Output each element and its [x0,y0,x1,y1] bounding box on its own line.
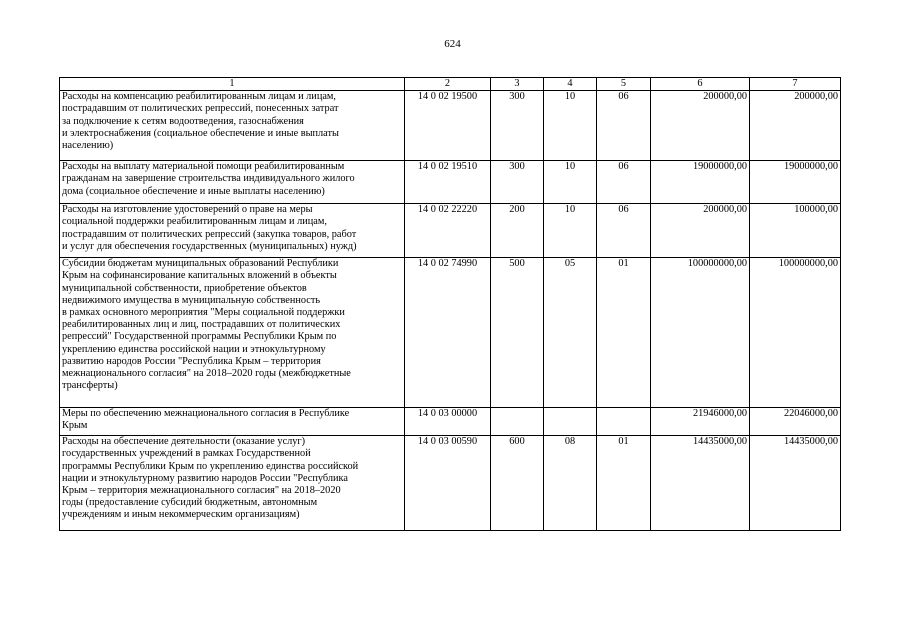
column-header: 1 [60,78,405,91]
table-row [60,204,841,258]
row-subsection [597,408,651,436]
row-description: Расходы на изготовление удостоверений о праве на меры социальной поддержки реабилитированным лицам и лицам, пострадавшим от политических репрессий (закупка товаров, работ и услуг для обеспечения государственных (муниципальных) нужд) [60,204,405,258]
row-amount-col7: 19000000,00 [750,161,841,204]
budget-table [59,77,841,531]
row-subsection: 06 [597,204,651,258]
row-target-code: 14 0 02 74990 [405,258,491,408]
row-target-code: 14 0 02 19500 [405,91,491,161]
row-target-code: 14 0 03 00000 [405,408,491,436]
row-amount-col6: 19000000,00 [651,161,750,204]
row-amount-col6: 14435000,00 [651,436,750,531]
row-target-code: 14 0 02 19510 [405,161,491,204]
column-header: 5 [597,78,651,91]
row-description: Субсидии бюджетам муниципальных образований Республики Крым на софинансирование капитальных вложений в объекты муниципальной собственности, приобретение объектов недвижимого имущества в муниципальную собственность в рамках основного мероприятия "Меры социальной поддержки реабилитированных лиц и лиц, пострадавших от политических репрессий" Государственной программы Республики Крым по укреплению единства российской нации и этнокультурному развитию народов России "Республика Крым – территория межнационального согласия" на 2018–2020 годы (межбюджетные трансферты) [60,258,405,408]
row-amount-col7: 200000,00 [750,91,841,161]
row-expense-type: 200 [491,204,544,258]
column-header: 3 [491,78,544,91]
column-header: 2 [405,78,491,91]
row-expense-type [491,408,544,436]
row-section: 10 [544,91,597,161]
table-row [60,91,841,161]
row-amount-col6: 200000,00 [651,204,750,258]
column-header: 7 [750,78,841,91]
table-row [60,258,841,408]
row-expense-type: 600 [491,436,544,531]
table-row [60,436,841,531]
row-section: 10 [544,204,597,258]
table-row [60,408,841,436]
column-header: 6 [651,78,750,91]
row-section [544,408,597,436]
row-target-code: 14 0 03 00590 [405,436,491,531]
row-expense-type: 300 [491,91,544,161]
table-row [60,161,841,204]
row-section: 08 [544,436,597,531]
row-amount-col6: 21946000,00 [651,408,750,436]
table-header-row [60,78,841,91]
row-description: Расходы на выплату материальной помощи реабилитированным гражданам на завершение строительства индивидуального жилого дома (социальное обеспечение и иные выплаты населению) [60,161,405,204]
row-amount-col7: 100000000,00 [750,258,841,408]
row-description: Расходы на обеспечение деятельности (оказание услуг) государственных учреждений в рамках Государственной программы Республики Крым по укреплению единства российской нации и этнокультурному развитию народов России "Республика Крым – территория межнационального согласия" на 2018–2020 годы (предоставление субсидий бюджетным, автономным учреждениям и иным некоммерческим организациям) [60,436,405,531]
row-amount-col7: 100000,00 [750,204,841,258]
column-header: 4 [544,78,597,91]
row-section: 05 [544,258,597,408]
row-expense-type: 300 [491,161,544,204]
row-target-code: 14 0 02 22220 [405,204,491,258]
row-subsection: 01 [597,436,651,531]
row-description: Расходы на компенсацию реабилитированным лицам и лицам, пострадавшим от политических репрессий, понесенных затрат за подключение к сетям водоотведения, газоснабжения и электроснабжения (социальное обеспечение и иные выплаты населению) [60,91,405,161]
row-amount-col6: 100000000,00 [651,258,750,408]
row-amount-col7: 22046000,00 [750,408,841,436]
row-amount-col6: 200000,00 [651,91,750,161]
row-subsection: 01 [597,258,651,408]
row-subsection: 06 [597,91,651,161]
page-number: 624 [444,38,461,50]
row-section: 10 [544,161,597,204]
row-amount-col7: 14435000,00 [750,436,841,531]
row-expense-type: 500 [491,258,544,408]
row-subsection: 06 [597,161,651,204]
row-description: Меры по обеспечению межнационального согласия в Республике Крым [60,408,405,436]
